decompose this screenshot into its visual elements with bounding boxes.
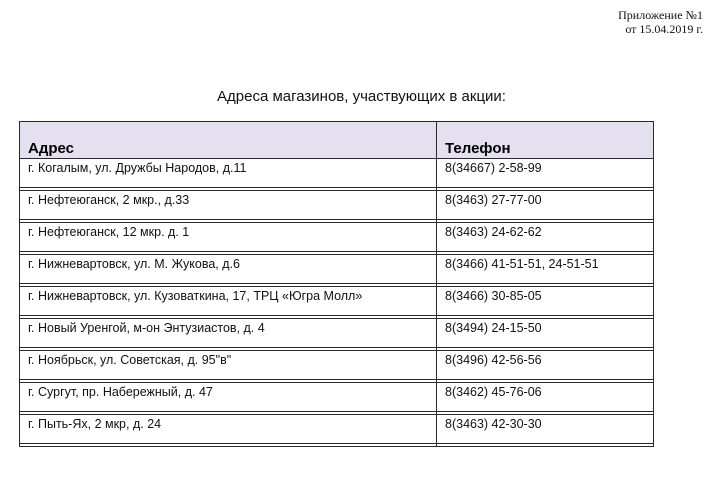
address-cell: г. Ноябрьск, ул. Советская, д. 95"в" bbox=[20, 351, 437, 382]
phone-cell: 8(3463) 24-62-62 bbox=[445, 225, 542, 239]
appendix-note bbox=[618, 8, 703, 36]
table-row bbox=[19, 255, 654, 287]
appendix-number: Приложение №1 bbox=[618, 8, 703, 22]
phone-cell: 8(3494) 24-15-50 bbox=[445, 321, 542, 335]
address-cell: г. Нижневартовск, ул. М. Жукова, д.6 bbox=[20, 255, 437, 286]
table-row bbox=[19, 223, 654, 255]
table-row bbox=[19, 351, 654, 383]
table-row bbox=[19, 415, 654, 447]
document-heading: Адреса магазинов, участвующих в акции: bbox=[217, 88, 506, 105]
phone-cell: 8(3463) 42-30-30 bbox=[445, 417, 542, 431]
address-cell: г. Нефтеюганск, 12 мкр. д. 1 bbox=[20, 223, 437, 254]
column-header-address: Адрес bbox=[20, 122, 437, 158]
phone-cell: 8(3462) 45-76-06 bbox=[445, 385, 542, 399]
phone-cell: 8(3496) 42-56-56 bbox=[445, 353, 542, 367]
appendix-date: от 15.04.2019 г. bbox=[625, 22, 703, 36]
address-cell: г. Сургут, пр. Набережный, д. 47 bbox=[20, 383, 437, 414]
address-cell: г. Новый Уренгой, м-он Энтузиастов, д. 4 bbox=[20, 319, 437, 350]
phone-cell: 8(34667) 2-58-99 bbox=[445, 161, 542, 175]
table-row bbox=[19, 159, 654, 191]
address-cell: г. Когалым, ул. Дружбы Народов, д.11 bbox=[20, 159, 437, 190]
column-header-phone: Телефон bbox=[445, 140, 511, 157]
stores-table bbox=[19, 121, 654, 447]
phone-cell: 8(3466) 30-85-05 bbox=[445, 289, 542, 303]
table-header-row bbox=[19, 121, 654, 159]
phone-cell: 8(3463) 27-77-00 bbox=[445, 193, 542, 207]
table-row bbox=[19, 191, 654, 223]
address-cell: г. Нефтеюганск, 2 мкр., д.33 bbox=[20, 191, 437, 222]
table-row bbox=[19, 383, 654, 415]
address-cell: г. Нижневартовск, ул. Кузоваткина, 17, ТРЦ «Югра Молл» bbox=[20, 287, 437, 318]
table-row bbox=[19, 319, 654, 351]
address-cell: г. Пыть-Ях, 2 мкр, д. 24 bbox=[20, 415, 437, 446]
phone-cell: 8(3466) 41-51-51, 24-51-51 bbox=[445, 257, 599, 271]
table-row bbox=[19, 287, 654, 319]
